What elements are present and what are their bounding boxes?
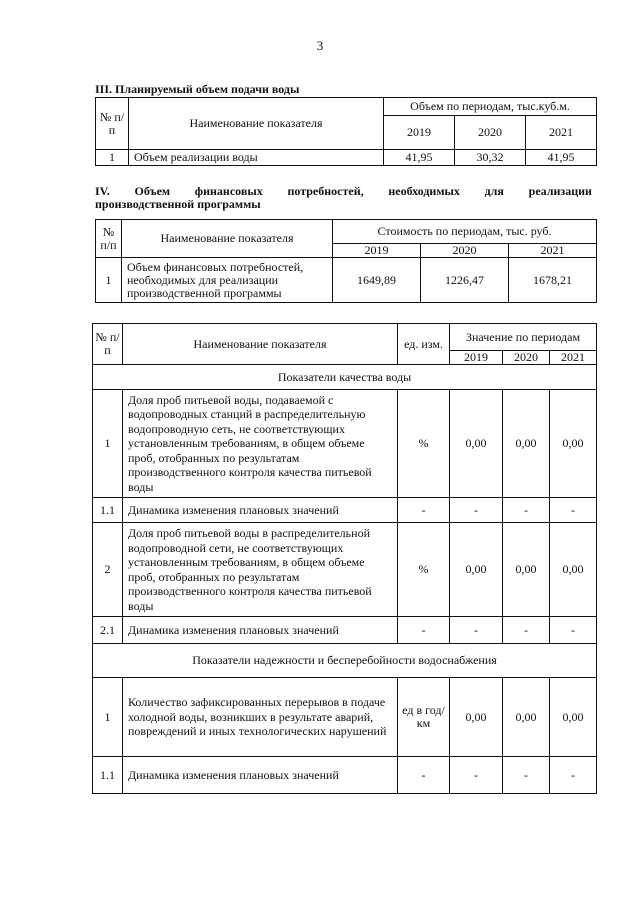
col-header-periods: Стоимость по периодам, тыс. руб. — [333, 220, 597, 244]
row-unit: - — [398, 757, 450, 794]
row-name: Динамика изменения плановых значений — [123, 757, 398, 794]
row-unit: % — [398, 523, 450, 617]
row-value: 0,00 — [450, 678, 503, 757]
row-no: 1 — [96, 258, 122, 303]
row-value: 1226,47 — [421, 258, 509, 303]
row-name: Доля проб питьевой воды в распределительной водопроводной сети, не соответствующих установленным требованиям, в общем объеме проб, отобранных по результатам производственного контроля качества питьевой воды — [123, 523, 398, 617]
col-header-name: Наименование показателя — [129, 98, 384, 150]
row-value: - — [450, 617, 503, 644]
row-value: - — [503, 617, 550, 644]
row-value: 0,00 — [503, 390, 550, 498]
row-value: 1678,21 — [509, 258, 597, 303]
title-word: потребностей, — [287, 184, 364, 198]
year-header: 2019 — [450, 351, 503, 365]
row-name: Доля проб питьевой воды, подаваемой с водопроводных станций в распределительную водопроводную сеть, не соответствующих установленным требованиям, в общем объеме проб, отобранных по результатам производственного контроля качества питьевой воды — [123, 390, 398, 498]
row-name: Объем реализации воды — [129, 150, 384, 166]
title-word: финансовых — [194, 184, 263, 198]
row-value: 30,32 — [455, 150, 526, 166]
title-line-2: производственной программы — [95, 197, 261, 211]
row-name: Объем финансовых потребностей, необходимых для реализации производственной программы — [122, 258, 333, 303]
row-unit: - — [398, 498, 450, 523]
row-no: 2 — [93, 523, 123, 617]
table-row — [93, 678, 597, 757]
row-value: 0,00 — [550, 523, 597, 617]
row-unit: % — [398, 390, 450, 498]
row-no: 1 — [93, 390, 123, 498]
section-3-title: III. Планируемый объем подачи воды — [95, 82, 300, 96]
row-value: - — [503, 498, 550, 523]
row-value: 0,00 — [550, 390, 597, 498]
row-unit: - — [398, 617, 450, 644]
title-word: IV. — [95, 184, 110, 198]
year-header: 2019 — [333, 244, 421, 258]
row-value: - — [550, 757, 597, 794]
group-header-reliability: Показатели надежности и бесперебойности водоснабжения — [93, 644, 597, 678]
col-header-no: № п/п — [96, 220, 122, 258]
financial-needs-table — [95, 219, 597, 303]
row-value: 0,00 — [450, 523, 503, 617]
title-word: Объем — [134, 184, 171, 198]
row-unit: ед в год/ км — [398, 678, 450, 757]
row-no: 1.1 — [93, 498, 123, 523]
table-row — [93, 498, 597, 523]
year-header: 2020 — [421, 244, 509, 258]
table-row — [93, 757, 597, 794]
row-value: - — [450, 498, 503, 523]
col-header-no: № п/п — [96, 98, 129, 150]
row-no: 2.1 — [93, 617, 123, 644]
indicators-table — [92, 323, 597, 794]
row-value: - — [550, 498, 597, 523]
title-word: для — [484, 184, 504, 198]
page-number: 3 — [316, 38, 324, 53]
row-value: 0,00 — [503, 523, 550, 617]
section-4-title — [95, 185, 592, 211]
table-row — [96, 150, 597, 166]
row-value: - — [550, 617, 597, 644]
row-value: 0,00 — [450, 390, 503, 498]
title-word: реализации — [528, 184, 592, 198]
table-row — [96, 258, 597, 303]
row-name: Количество зафиксированных перерывов в подаче холодной воды, возникших в результате аварий, повреждений и иных технологических нарушений — [123, 678, 398, 757]
row-value: 41,95 — [526, 150, 597, 166]
year-header: 2019 — [384, 116, 455, 150]
year-header: 2021 — [550, 351, 597, 365]
year-header: 2020 — [455, 116, 526, 150]
col-header-periods: Значение по периодам — [450, 324, 597, 351]
year-header: 2020 — [503, 351, 550, 365]
row-no: 1.1 — [93, 757, 123, 794]
title-word: необходимых — [388, 184, 460, 198]
col-header-name: Наименование показателя — [122, 220, 333, 258]
col-header-periods: Объем по периодам, тыс.куб.м. — [384, 98, 597, 116]
col-header-no: № п/п — [93, 324, 123, 365]
row-no: 1 — [93, 678, 123, 757]
row-name: Динамика изменения плановых значений — [123, 617, 398, 644]
row-value: - — [503, 757, 550, 794]
row-value: 0,00 — [503, 678, 550, 757]
row-value: 1649,89 — [333, 258, 421, 303]
year-header: 2021 — [526, 116, 597, 150]
table-row — [93, 523, 597, 617]
table-row — [93, 390, 597, 498]
row-value: 0,00 — [550, 678, 597, 757]
row-value: - — [450, 757, 503, 794]
table-row — [93, 617, 597, 644]
group-header-quality: Показатели качества воды — [93, 365, 597, 390]
col-header-name: Наименование показателя — [123, 324, 398, 365]
year-header: 2021 — [509, 244, 597, 258]
row-name: Динамика изменения плановых значений — [123, 498, 398, 523]
row-value: 41,95 — [384, 150, 455, 166]
water-supply-table — [95, 97, 597, 166]
row-no: 1 — [96, 150, 129, 166]
col-header-unit: ед. изм. — [398, 324, 450, 365]
